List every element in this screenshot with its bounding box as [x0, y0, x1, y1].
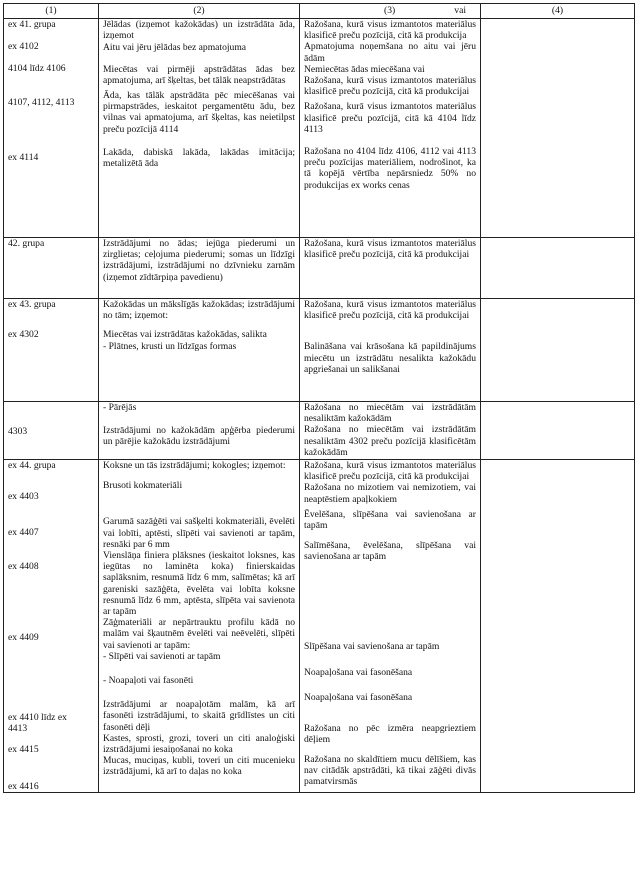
description: Kastes, sprosti, grozi, toveri un citi analoģiski izstrādājumi iesaiņošanai no koka	[103, 732, 295, 756]
code: ex 44. grupa	[8, 460, 56, 471]
description: Jēlādas (izņemot kažokādas) un izstrādāta āda, izņemot	[103, 19, 295, 42]
code-cell	[4, 19, 99, 238]
code: ex 4415	[8, 744, 39, 756]
rule-cell	[300, 402, 481, 460]
rule: Ražošana no miecētām vai izstrādātām nesaliktām 4302 preču pozīcijā klasificētām kažokādām	[304, 424, 476, 458]
description: - Pārējās	[103, 402, 137, 413]
code: ex 4102	[8, 41, 39, 53]
code: 4104 līdz 4106	[8, 63, 66, 75]
code: 42. grupa	[8, 238, 45, 249]
description: Aitu vai jēru jēlādas bez apmatojuma	[103, 42, 247, 54]
rule-cell	[300, 238, 481, 299]
rule-cell	[300, 299, 481, 402]
description: - Slīpēti vai savienoti ar tapām	[103, 650, 221, 662]
description-cell	[99, 19, 300, 238]
description: Izstrādājumi no ādas; iejūga piederumi un zirglietas; ceļojuma piederumi; somas un līdzīgi izstrādājumi, izstrādājumi no dzīvnieku zarnām (izņemot zīdtārpiņa pavedienu)	[103, 238, 295, 283]
code-cell	[4, 238, 99, 299]
empty-cell	[481, 402, 635, 460]
description-cell	[99, 460, 300, 793]
description-cell	[99, 299, 300, 402]
description-cell	[99, 402, 300, 460]
rule-cell	[300, 460, 481, 793]
rule: Noapaļošana vai fasonēšana	[304, 692, 413, 704]
description: Āda, kas tālāk apstrādāta pēc miecēšanas vai pirmapstrādes, ieskaitot pergamentētu ādu, bez vilnas vai apmatojuma, arī šķeltas, kas neietilpst preču pozīcijā 4114	[103, 90, 295, 135]
empty-cell	[481, 238, 635, 299]
rule: Ražošana, kurā visus izmantotos materiālus klasificē preču pozīcijā, citā kā produkcijai	[304, 299, 476, 322]
empty-cell	[481, 460, 635, 793]
rule: Ēvelēšana, slīpēšana vai savienošana ar tapām	[304, 508, 476, 532]
table-row	[4, 299, 635, 402]
description: Brusoti kokmateriāli	[103, 480, 183, 492]
empty-cell	[481, 19, 635, 238]
description: Koksne un tās izstrādājumi; kokogles; izņemot:	[103, 460, 286, 471]
rule: Ražošana, kurā visus izmantotos materiālus klasificē preču pozīcijā, citā kā produkcijai	[304, 238, 476, 261]
document-page	[3, 3, 634, 793]
rule: Nemiecētas ādas miecēšana vai	[304, 63, 425, 75]
header-col-4: (4)	[481, 4, 635, 19]
rule: Ražošana, kurā visus izmantotos materiālus klasificē preču pozīcijā, citā kā produkcija	[304, 19, 476, 42]
header-col-1: (1)	[4, 4, 99, 19]
header-or-label: vai	[454, 5, 466, 16]
header-row	[4, 4, 635, 19]
rule: Ražošana, kurā visus izmantotos materiālus klasificē preču pozīcijā, citā kā 4104 līdz 4113	[304, 101, 476, 135]
code: ex 4407	[8, 527, 39, 539]
table-row	[4, 460, 635, 793]
header-col-3	[300, 4, 481, 19]
code: ex 43. grupa	[8, 299, 56, 310]
code: ex 4410 līdz ex 4413	[8, 712, 67, 735]
description: Lakāda, dabiskā lakāda, lakādas imitācija; metalizētā āda	[103, 146, 295, 170]
empty-cell	[481, 299, 635, 402]
rule: Slīpēšana vai savienošana ar tapām	[304, 640, 440, 652]
rule: Ražošana, kurā visus izmantotos materiālus klasificē preču pozīcijā, citā kā produkcijai	[304, 460, 476, 483]
code: ex 4403	[8, 491, 39, 503]
description: Kažokādas un mākslīgās kažokādas; izstrādājumi no tām; izņemot:	[103, 299, 295, 322]
header-col-2: (2)	[99, 4, 300, 19]
rule: Noapaļošana vai fasonēšana	[304, 666, 413, 678]
code: 4107, 4112, 4113	[8, 96, 75, 108]
description: - Noapaļoti vai fasonēti	[103, 675, 194, 687]
code: ex 4409	[8, 631, 39, 643]
rule: Apmatojuma noņemšana no aitu vai jēru ādām	[304, 41, 476, 64]
rules-table	[3, 3, 635, 793]
rule: Balināšana vai krāsošana kā papildinājums miecētu un izstrādātu nesalikta kažokādu apgriešanai un salikšanai	[304, 341, 476, 375]
code-cell	[4, 402, 99, 460]
description-cell	[99, 238, 300, 299]
description: Zāģmateriāli ar nepārtrauktu profilu kādā no malām vai šķautnēm ēvelēti vai neēvelēti, slīpēti vai savienoti ar tapām:	[103, 617, 295, 651]
description: Miecētas vai pirmēji apstrādātas ādas bez apmatojuma, arī šķeltas, bet tālāk neapstrādātas	[103, 63, 295, 86]
rule-cell	[300, 19, 481, 238]
rule: Ražošana, kurā visus izmantotos materiālus klasificē preču pozīcijā, citā kā produkcijai	[304, 75, 476, 98]
rule: Ražošana no 4104 līdz 4106, 4112 vai 4113 preču pozīcijas materiāliem, nodrošinot, ka tā kopējā vērtība nepārsniedz 50% no produkcijas ex works cenas	[304, 146, 476, 191]
rule: Salīmēšana, ēvelēšana, slīpēšana vai savienošana ar tapām	[304, 540, 476, 563]
code-cell	[4, 460, 99, 793]
description: Izstrādājumi ar noapaļotām malām, kā arī fasonēti izstrādājumi, to skaitā grīdlīstes un citi fasonēti dēļi	[103, 699, 295, 733]
code: ex 4408	[8, 560, 39, 572]
rule: Ražošana no mizotiem vai nemizotiem, vai neaptēstiem apaļkokiem	[304, 482, 476, 505]
code: ex 4114	[8, 151, 39, 163]
table-row	[4, 238, 635, 299]
description: - Plātnes, krusti un līdzīgas formas	[103, 340, 237, 352]
description: Vienslāņa finiera plāksnes (ieskaitot loksnes, kas iegūtas no laminēta koka) finierskaidas saplāksnim, resnumā līdz 6 mm, salīmētas; kā arī gareniski sazāģēta, ēvelēta vai lobīta koksne resnumā līdz 6 mm, aptēsta, slīpēta vai savienota ar tapām	[103, 550, 295, 618]
code: 4303	[8, 426, 28, 437]
code: ex 41. grupa	[8, 19, 56, 30]
header-col-3-label: (3)	[384, 5, 396, 16]
rule: Ražošana no pēc izmēra neapgrieztiem dēļiem	[304, 723, 476, 746]
rule: Ražošana no skaldītiem mucu dēlīšiem, kas nav citādāk apstrādāti, kā tikai zāģēti divās pamatvirsmās	[304, 753, 476, 788]
table-row	[4, 19, 635, 238]
code: ex 4302	[8, 329, 39, 341]
description: Izstrādājumi no kažokādām apģērba piederumi un pārējie kažokādu izstrādājumi	[103, 425, 295, 448]
rule: Ražošana no miecētām vai izstrādātām nesaliktām kažokādām	[304, 402, 476, 425]
description: Garumā sazāģēti vai sašķelti kokmateriāli, ēvelēti vai lobīti, aptēsti, slīpēti vai savienoti ar tapām, resnāki par 6 mm	[103, 516, 295, 550]
description: Miecētas vai izstrādātas kažokādas, salikta	[103, 329, 267, 341]
code: ex 4416	[8, 780, 39, 792]
table-row	[4, 402, 635, 460]
description: Mucas, muciņas, kubli, toveri un citi mucenieku izstrādājumi, kā arī to daļas no koka	[103, 755, 295, 778]
code-cell	[4, 299, 99, 402]
